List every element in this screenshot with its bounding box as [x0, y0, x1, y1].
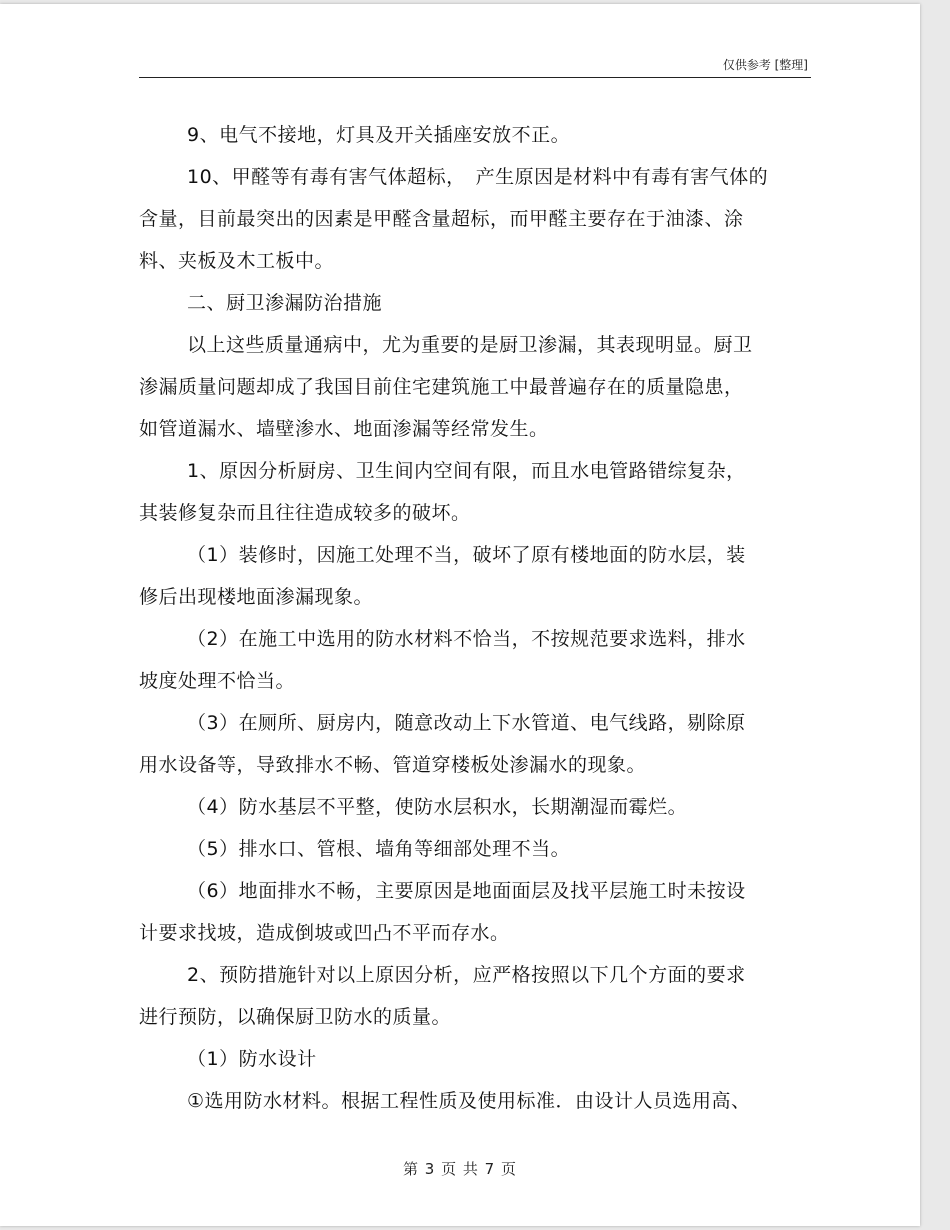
- text-line: （5）排水口、管根、墙角等细部处理不当。: [187, 838, 571, 860]
- text-line: 坡度处理不恰当。: [139, 670, 296, 692]
- text-line: 其装修复杂而且往往造成较多的破坏。: [139, 502, 471, 524]
- document-page: [0, 4, 920, 1226]
- paragraph: [139, 702, 789, 786]
- paragraph: [139, 534, 789, 618]
- paragraph: [139, 870, 789, 954]
- text-line: （3）在厕所、厨房内，随意改动上下水管道、电气线路，剔除原: [187, 712, 746, 734]
- text-line: ①选用防水材料。根据工程性质及使用标准．由设计人员选用高、: [187, 1090, 751, 1112]
- document-body: [139, 114, 789, 1122]
- text-line: 进行预防，以确保厨卫防水的质量。: [139, 1006, 452, 1028]
- header-label: 仅供参考 [整理]: [722, 58, 808, 72]
- text-line: 渗漏质量问题却成了我国目前住宅建筑施工中最普遍存在的质量隐患，: [139, 376, 744, 398]
- text-line: 二、厨卫渗漏防治措施: [187, 292, 383, 314]
- paragraph: [139, 786, 789, 828]
- page-number-footer: 第 3 页 共 7 页: [403, 1160, 517, 1178]
- text-line: （2）在施工中选用的防水材料不恰当，不按规范要求选料，排水: [187, 628, 746, 650]
- paragraph: [139, 618, 789, 702]
- text-line: 9、电气不接地，灯具及开关插座安放不正。: [187, 124, 571, 146]
- text-line: 如管道漏水、墙壁渗水、地面渗漏等经常发生。: [139, 418, 549, 440]
- text-line: 含量，目前最突出的因素是甲醛含量超标，而甲醛主要存在于油漆、涂: [139, 208, 744, 230]
- header-rule: [139, 77, 811, 78]
- paragraph: [139, 156, 789, 282]
- paragraph: [139, 114, 789, 156]
- text-line: 以上这些质量通病中，尤为重要的是厨卫渗漏，其表现明显。厨卫: [187, 334, 753, 356]
- subsection-heading: [139, 1038, 789, 1080]
- paragraph: [139, 1080, 789, 1122]
- text-line: （1）装修时，因施工处理不当，破坏了原有楼地面的防水层，装: [187, 544, 746, 566]
- text-line: 10、甲醛等有毒有害气体超标， 产生原因是材料中有毒有害气体的: [187, 166, 769, 188]
- text-line: （4）防水基层不平整，使防水层积水，长期潮湿而霉烂。: [187, 796, 688, 818]
- text-line: （1）防水设计: [187, 1048, 317, 1070]
- paragraph: [139, 450, 789, 534]
- text-line: 用水设备等，导致排水不畅、管道穿楼板处渗漏水的现象。: [139, 754, 647, 776]
- text-line: 计要求找坡，造成倒坡或凹凸不平而存水。: [139, 922, 510, 944]
- text-line: 2、预防措施针对以上原因分析，应严格按照以下几个方面的要求: [187, 964, 746, 986]
- paragraph: [139, 828, 789, 870]
- text-line: 修后出现楼地面渗漏现象。: [139, 586, 374, 608]
- paragraph: [139, 954, 789, 1038]
- text-line: 料、夹板及木工板中。: [139, 250, 335, 272]
- paragraph: [139, 324, 789, 450]
- text-line: （6）地面排水不畅，主要原因是地面面层及找平层施工时未按设: [187, 880, 746, 902]
- section-heading: [139, 282, 789, 324]
- text-line: 1、原因分析厨房、卫生间内空间有限，而且水电管路错综复杂，: [187, 460, 746, 482]
